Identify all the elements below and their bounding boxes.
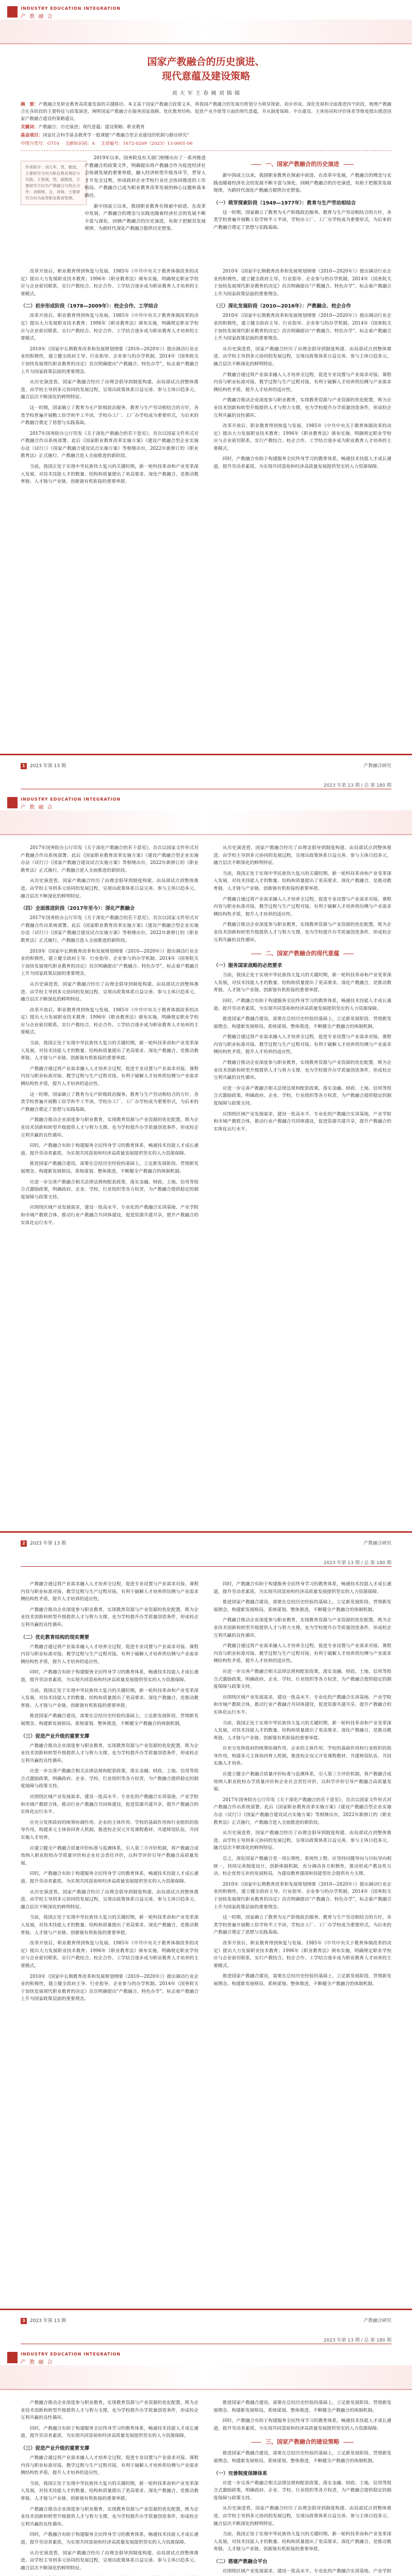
paragraph: 推进国家产教融合建设，需要在总结历史经验的基础上，立足新发展阶段、贯彻新发展理念、构建新发展格局，系统谋划、整体推进，不断健全产教融合的体制机制。 <box>213 1600 391 1613</box>
brand-cn: 产 教 融 合 <box>21 14 54 20</box>
paragraph: 当前，我国正处于实现中华民族伟大复兴的关键时期，新一轮科技革命和产业变革深入发展，对技术技能人才的数量、结构和质量提出了更高要求。深化产教融合，是推动教育链、人才链与产业链、创新链有机衔接的重要举措。 <box>21 1688 199 1708</box>
paragraph: 2017年国务院办公厅印发《关于深化产教融合的若干意见》，首次以国家文件形式对产教融合作出系统部署。此后《国家职业教育改革实施方案》《建设产教融合型企业实施办法（试行）》《国家产教融合建设试点实施方案》等相继出台，2022年新修订的《职业教育法》正式施行，产教融合进入全面推进的新阶段。 <box>213 1797 391 1825</box>
paragraph: 2010年《国家中长期教育改革和发展规划纲要（2010—2020年）》提出调动行业企业的积极性，建立健全政府主导、行业指导、企业参与的办学机制。2014年《国务院关于加快发展现代职业教育的决定》首次明确提出“产教融合、特色办学”，标志着产教融合上升为国家政策层面的重要理念。 <box>213 1882 391 1910</box>
paragraph: 当前，我国正处于实现中华民族伟大复兴的关键时期，新一轮科技革命和产业变革深入发展，对技术技能人才的数量、结构和质量提出了更高要求。深化产教融合，是推动教育链、人才链与产业链、创新链有机衔接的重要举措。 <box>213 1720 391 1741</box>
paragraph: 同时，产教融合有助于构建服务全民终身学习的教育体系，畅通技术技能人才成长通道，提升劳动者素质，为实现共同富裕和经济高质量发展提供坚实的人力资源保障。 <box>21 2532 199 2545</box>
paragraph: 2017年国务院办公厅印发《关于深化产教融合的若干意见》，首次以国家文件形式对产教融合作出系统部署。此后《国家职业教育改革实施方案》《建设产教融合型企业实施办法（试行）》《国家产教融合建设试点实施方案》等相继出台，2022年新修订的《职业教育法》正式施行，产教融合进入全面推进的新阶段。 <box>21 845 199 873</box>
paragraph: 当前，我国正处于实现中华民族伟大复兴的关键时期，新一轮科技革命和产业变革深入发展，对技术技能人才的数量、结构和质量提出了更高要求。深化产教融合，是推动教育链、人才链与产业链、创新链有机衔接的重要举措。 <box>21 2481 199 2501</box>
section-title-1: 一、国家产教融合的历史演进 <box>213 160 391 168</box>
paragraph: 2017年国务院办公厅印发《关于深化产教融合的若干意见》，首次以国家文件形式对产教融合作出系统部署。此后《国家职业教育改革实施方案》《建设产教融合型企业实施办法（试行）》《国家产教融合建设试点实施方案》等相继出台，2022年新修订的《职业教育法》正式施行，产教融合进入全面推进的新阶段。 <box>21 916 199 943</box>
funding-text: 国家社会科学基金教育学一般课题“产教融合型企业建设的机制与路径研究” <box>42 133 189 138</box>
paragraph: 当前，我国正处于实现中华民族伟大复兴的关键时期，新一轮科技革命和产业变革深入发展，对技术技能人才的数量、结构和质量提出了更高要求。深化产教融合，是推动教育链、人才链与产业链、创新链有机衔接的重要举措。 <box>21 1041 199 1061</box>
paragraph: 当前，我国正处于实现中华民族伟大复兴的关键时期，新一轮科技革命和产业变革深入发展，对技术技能人才的数量、结构和质量提出了更高要求。深化产教融合，是推动教育链、人才链与产业链、创新链有机衔接的重要举措。 <box>213 973 391 993</box>
abstract-label: 摘 要： <box>21 102 39 107</box>
paragraph: 产教融合通过将产业需求融入人才培养全过程，促进专业设置与产业需求对接、课程内容与职业标准对接、教学过程与生产过程对接，有利于破解人才培养供给侧与产业需求侧结构性矛盾，提升人才培养的适应性。 <box>213 1035 391 1055</box>
paragraph: 产教融合推动企业深度参与职业教育，实现教育资源与产业资源的优化配置，既为企业技术创新和转型升级提供人才与智力支撑，也为学校提升办学质量创造条件，形成校企互利共赢的良性循环。 <box>213 1618 391 1638</box>
class-no: G710 <box>47 141 59 146</box>
doc-label: 文献标识码： <box>65 141 92 146</box>
paragraph: 同时，产教融合有助于构建服务全民终身学习的教育体系，畅通技术技能人才成长通道，提升劳动者素质，为实现共同富裕和经济高质量发展提供坚实的人力资源保障。 <box>21 1143 199 1156</box>
paragraph: 当前，我国正处于实现中华民族伟大复兴的关键时期，新一轮科技革命和产业变革深入发展，对技术技能人才的数量、结构和质量提出了更高要求。深化产教融合，是推动教育链、人才链与产业链、创新链有机衔接的重要举措。 <box>213 2532 391 2552</box>
masthead <box>0 2346 412 2392</box>
left-column <box>21 2399 199 2576</box>
paragraph: 这一时期，国家确立了教育为无产阶级政治服务、教育与生产劳动相结合的方针，各类学校普遍开展勤工俭学和半工半读，学校办工厂、工厂办学校成为重要形式，为后来的产教融合奠定了思想与实践基础。 <box>21 405 199 426</box>
paragraph: 应建立健全产教融合质量评价标准与监测体系，引入第三方评价机制，将产教融合成效纳入职业院校办学质量评价和企业社会责任评价，以科学评价引导产教融合高质量发展。 <box>21 1845 199 1866</box>
paragraph: 应进一步完善产教融合相关法律法规和配套政策，落实金融、财政、土地、信用等组合式激励政策，明确政府、企业、学校、行业组织等各方权责，为产教融合提供稳定的制度保障与政策支持。 <box>213 1669 391 1690</box>
paragraph: 产教融合通过将产业需求融入人才培养全过程，促进专业设置与产业需求对接、课程内容与职业标准对接、教学过程与生产过程对接，有利于破解人才培养供给侧与产业需求侧结构性矛盾，提升人才培养的适应性。 <box>21 1644 199 1665</box>
paragraph: 当前，我国正处于实现中华民族伟大复兴的关键时期，新一轮科技革命和产业变革深入发展，对技术技能人才的数量、结构和质量提出了更高要求。深化产教融合，是推动教育链、人才链与产业链、创新链有机衔接的重要举措。 <box>21 464 199 485</box>
paragraph: 应进一步完善产教融合相关法律法规和配套政策，落实金融、财政、土地、信用等组合式激励政策，明确政府、企业、学校、行业组织等各方权责，为产教融合提供稳定的制度保障与政策支持。 <box>213 2480 391 2501</box>
article-authors: 刘 大 军 王 春 城 刘 锦 锦 <box>172 91 240 96</box>
footer-journal: 产教融合研究 <box>363 764 391 769</box>
paragraph: 应围绕区域产业发展需求，建设一批高水平、专业化的产教融合实训基地、产业学院 <box>222 2568 391 2574</box>
paragraph: 推进国家产教融合建设，需要在总结历史经验的基础上，立足新发展阶段、贯彻新发展理念、构建新发展格局，系统谋划、整体推进，不断健全产教融合的体制机制。 <box>213 1974 391 1987</box>
left-column <box>21 844 199 1230</box>
masthead <box>0 791 412 837</box>
paragraph: 应进一步完善产教融合相关法律法规和配套政策，落实金融、财政、土地、信用等组合式激励政策，明确政府、企业、学校、行业组织等各方权责，为产教融合提供稳定的制度保障与政策支持。 <box>213 1086 391 1107</box>
running-header: 2023 年第 13 期 / 总 第 180 期 <box>21 777 391 790</box>
paragraph: 同时，产教融合有助于构建服务全民终身学习的教育体系，畅通技术技能人才成长通道，提升劳动者素质，为实现共同富裕和经济高质量发展提供坚实的人力资源保障。 <box>213 998 391 1011</box>
paragraph: 推进国家产教融合建设，需要在总结历史经验的基础上，立足新发展阶段、贯彻新发展理念、构建新发展格局，系统谋划、整体推进，不断健全产教融合的体制机制。 <box>21 1714 199 1726</box>
paragraph: 从历史演进看，国家产教融合经历了由理念倡导到制度构建、由局部试点到整体推进、由学校主导到多元协同的发展过程，呈现出政策体系日益完善、参与主体日趋多元、融合层次不断深化的鲜明特征。 <box>213 2506 391 2527</box>
brand-logo: INDUSTRY EDUCATION INTEGRATION 产 教 融 合 <box>7 797 162 810</box>
paragraph: 应充分发挥政府的统筹协调作用、企业的主体作用、学校的基础作用和行业组织的指导作用，构建多元主体协同育人机制，推进校企双元开发课程教材、共建师资队伍、共同实施人才培养。 <box>21 1820 199 1841</box>
paragraph: 产教融合通过将产业需求融入人才培养全过程，促进专业设置与产业需求对接、课程内容与职业标准对接、教学过程与生产过程对接，有利于破解人才培养供给侧与产业需求侧结构性矛盾，提升人才培养的适应性。 <box>213 372 391 393</box>
paragraph: 这一时期，国家确立了教育为无产阶级政治服务、教育与生产劳动相结合的方针，各类学校普遍开展勤工俭学和半工半读，学校办工厂、工厂办学校成为重要形式，为后来的产教融合奠定了思想与实践基础。 <box>213 1915 391 1936</box>
paragraph: 产教融合推动企业深度参与职业教育，实现教育资源与产业资源的优化配置，既为企业技术创新和转型升级提供人才与智力支撑，也为学校提升办学质量创造条件，形成校企互利共赢的良性循环。 <box>21 2400 199 2421</box>
paragraph: 当前，我国正处于实现中华民族伟大复兴的关键时期，新一轮科技革命和产业变革深入发展，对技术技能人才的数量、结构和质量提出了更高要求。深化产教融合，是推动教育链、人才链与产业链、创新链有机衔接的重要举措。 <box>213 871 391 891</box>
paragraph: 推进国家产教融合建设，需要在总结历史经验的基础上，立足新发展阶段、贯彻新发展理念、构建新发展格局，系统谋划、整体推进，不断健全产教融合的体制机制。 <box>213 2451 391 2464</box>
masthead-band <box>0 2365 412 2390</box>
masthead-band <box>0 810 412 835</box>
abstract-divider <box>21 150 391 151</box>
paragraph: 应充分发挥政府的统筹协调作用、企业的主体作用、学校的基础作用和行业组织的指导作用，构建多元主体协同育人机制，推进校企双元开发课程教材、共建师资队伍、共同实施人才培养。 <box>213 1746 391 1767</box>
paragraph: 产教融合通过将产业需求融入人才培养全过程，促进专业设置与产业需求对接、课程内容与职业标准对接、教学过程与生产过程对接，有利于破解人才培养供给侧与产业需求侧结构性矛盾，提升人才培养的适应性。 <box>21 1066 199 1087</box>
keywords-label: 关键词： <box>21 125 39 130</box>
subhead: （二）搭建产教融合平台 <box>213 2558 268 2565</box>
paragraph: 应围绕区域产业发展需求，建设一批高水平、专业化的产教融合实训基地、产业学院和市域产教联合体，推动行业产教融合共同体建设，促进资源共建共享，提升产教融合的实体化运行水平。 <box>21 1205 199 1226</box>
right-column-1 <box>213 155 391 235</box>
brand-mark-icon <box>7 6 18 18</box>
paragraph: 从历史演进看，国家产教融合经历了由理念倡导到制度构建、由局部试点到整体推进、由学校主导到多元协同的发展过程，呈现出政策体系日益完善、参与主体日趋多元、融合层次不断深化的鲜明特征。 <box>213 1831 391 1851</box>
section-title-3: 三、国家产教融合的建设策略 <box>213 2437 391 2446</box>
left-column <box>21 268 199 489</box>
right-column <box>213 2399 391 2576</box>
author-sidebar: 作者简介：刘大军，男，教授，主要研究方向为职业教育理论与实践；王春城，男，副教授，主要研究方向为产教融合与校企合作；刘锦锦，女，讲师，主要研究方向为高等职业教育管理。 <box>21 161 87 205</box>
page-1 <box>0 0 412 777</box>
paragraph: 产教融合通过将产业需求融入人才培养全过程，促进专业设置与产业需求对接、课程内容与职业标准对接、教学过程与生产过程对接，有利于破解人才培养供给侧与产业需求侧结构性矛盾，提升人才培养的适应性。 <box>213 896 391 917</box>
paragraph: 当前，我国正处于实现中华民族伟大复兴的关键时期，新一轮科技革命和产业变革深入发展，对技术技能人才的数量、结构和质量提出了更高要求。深化产教融合，是推动教育链、人才链与产业链、创新链有机衔接的重要举措。 <box>21 1915 199 1936</box>
brand-mark-icon <box>7 2352 18 2363</box>
keywords-text: 产教融合；历史演进；现代意蕴；建设策略；职业教育 <box>38 125 145 130</box>
brand-mark-icon <box>7 797 18 808</box>
subhead: （一）服务国家战略的必然要求 <box>213 963 283 969</box>
subhead: （四）全面推进阶段（2017年至今）：深化产教融合 <box>21 906 135 912</box>
paragraph: 产教融合推动企业深度参与职业教育，实现教育资源与产业资源的优化配置，既为企业技术创新和转型升级提供人才与智力支撑，也为学校提升办学质量创造条件，形成校企互利共赢的良性循环。 <box>21 2506 199 2527</box>
paragraph: 从历史演进看，国家产教融合经历了由理念倡导到制度构建、由局部试点到整体推进、由学校主导到多元协同的发展过程，呈现出政策体系日益完善、参与主体日趋多元、融合层次不断深化的鲜明特征。 <box>21 981 199 1003</box>
paragraph: 应围绕区域产业发展需求，建设一批高水平、专业化的产教融合实训基地、产业学院和市域产教联合体，推动行业产教融合共同体建设，促进资源共建共享，提升产教融合的实体化运行水平。 <box>213 1694 391 1715</box>
paragraph: 产教融合推动企业深度参与职业教育，实现教育资源与产业资源的优化配置，既为企业技术创新和转型升级提供人才与智力支撑，也为学校提升办学质量创造条件，形成校企互利共赢的良性循环。 <box>213 398 391 418</box>
paragraph: 改革开放后，职业教育得到恢复与发展。1985年《中共中央关于教育体制改革的决定》提出大力发展职业技术教育；1996年《职业教育法》颁布实施，明确规定职业学校应与企业密切联系，实行产教结合。校企合作、工学结合逐步成为职业教育人才培养的主要模式。 <box>21 269 199 297</box>
subhead: （一）萌芽探索阶段（1949—1977年）：教育与生产劳动相结合 <box>213 200 356 206</box>
page-2 <box>0 777 412 1555</box>
page-footer: 1 2023 年第 13 期 产教融合研究 <box>0 754 412 777</box>
paragraph: 产教融合通过将产业需求融入人才培养全过程，促进专业设置与产业需求对接、课程内容与职业标准对接、教学过程与生产过程对接，有利于破解人才培养供给侧与产业需求侧结构性矛盾，提升人才培养的适应性。 <box>21 1582 199 1602</box>
paragraph: 这一时期，国家确立了教育为无产阶级政治服务、教育与生产劳动相结合的方针，各类学校普遍开展勤工俭学和半工半读，学校办工厂、工厂办学校成为重要形式，为后来的产教融合奠定了思想与实践基础。 <box>21 1092 199 1112</box>
subhead: （二）初步形成阶段（1978—2009年）：校企合作、工学结合 <box>21 303 158 310</box>
brand-logo <box>7 6 162 20</box>
funding-label: 基金项目： <box>21 133 43 138</box>
page-number: 2 <box>21 1540 27 1547</box>
paragraph: 2017年国务院办公厅印发《关于深化产教融合的若干意见》，首次以国家文件形式对产教融合作出系统部署。此后《国家职业教育改革实施方案》《建设产教融合型企业实施办法（试行）》《国家产教融合建设试点实施方案》等相继出台，2022年新修订的《职业教育法》正式施行，产教融合进入全面推进的新阶段。 <box>21 431 199 459</box>
paragraph: 同时，产教融合有助于构建服务全民终身学习的教育体系，畅通技术技能人才成长通道，提升劳动者素质，为实现共同富裕和经济高质量发展提供坚实的人力资源保障。 <box>21 1670 199 1683</box>
subhead: （二）优化教育结构的现实需要 <box>21 1634 90 1640</box>
paragraph: 应围绕区域产业发展需求，建设一批高水平、专业化的产教融合实训基地、产业学院和市域产教联合体，推动行业产教融合共同体建设，促进资源共建共享，提升产教融合的实体化运行水平。 <box>21 1794 199 1815</box>
paragraph: 应围绕区域产业发展需求，建设一批高水平、专业化的产教融合实训基地、产业学院和市域产教联合体，推动行业产教融合共同体建设，促进资源共建共享，提升产教融合的实体化运行水平。 <box>213 1111 391 1132</box>
abstract-block <box>21 101 391 148</box>
paragraph: 同时，产教融合有助于构建服务全民终身学习的教育体系，畅通技术技能人才成长通道，提升劳动者素质，为实现共同富裕和经济高质量发展提供坚实的人力资源保障。 <box>213 456 391 470</box>
right-column <box>213 1581 391 1991</box>
class-label: 中图分类号： <box>21 141 47 146</box>
paragraph: 产教融合通过将产业需求融入人才培养全过程，促进专业设置与产业需求对接、课程内容与职业标准对接、教学过程与生产过程对接，有利于破解人才培养供给侧与产业需求侧结构性矛盾，提升人才培养的适应性。 <box>21 2455 199 2476</box>
paragraph: 改革开放后，职业教育得到恢复与发展。1985年《中共中央关于教育体制改革的决定》提出大力发展职业技术教育；1996年《职业教育法》颁布实施，明确规定职业学校应与企业密切联系，实行产教结合。校企合作、工学结合逐步成为职业教育人才培养的主要模式。 <box>21 1941 199 1969</box>
paragraph: 从历史演进看，国家产教融合经历了由理念倡导到制度构建、由局部试点到整体推进、由学校主导到多元协同的发展过程，呈现出政策体系日益完善、参与主体日趋多元、融合层次不断深化的鲜明特征。 <box>213 845 391 866</box>
paragraph: 产教融合通过将产业需求融入人才培养全过程，促进专业设置与产业需求对接、课程内容与职业标准对接、教学过程与生产过程对接，有利于破解人才培养供给侧与产业需求侧结构性矛盾，提升人才培养的适应性。 <box>213 1643 391 1664</box>
page-footer: 2 2023 年第 13 期 产教融合研究 <box>0 1531 412 1555</box>
left-column <box>21 1581 199 2006</box>
paragraph: 应进一步完善产教融合相关法律法规和配套政策，落实金融、财政、土地、信用等组合式激励政策，明确政府、企业、学校、行业组织等各方权责，为产教融合提供稳定的制度保障与政策支持。 <box>21 1179 199 1200</box>
brand-en: INDUSTRY EDUCATION INTEGRATION <box>21 6 121 11</box>
subhead: （一）完善制度保障体系 <box>213 2470 268 2477</box>
running-header: 2023 年第 13 期 / 总 第 180 期 <box>21 2332 391 2345</box>
page-number: 3 <box>21 2318 27 2324</box>
paragraph: 推进国家产教融合建设，需要在总结历史经验的基础上，立足新发展阶段、贯彻新发展理念、构建新发展格局，系统谋划、整体推进，不断健全产教融合的体制机制。 <box>213 1016 391 1029</box>
paragraph: 改革开放后，职业教育得到恢复与发展。1985年《中共中央关于教育体制改革的决定》提出大力发展职业技术教育；1996年《职业教育法》颁布实施，明确规定职业学校应与企业密切联系，实行产教结合。校企合作、工学结合逐步成为职业教育人才培养的主要模式。 <box>213 423 391 451</box>
paragraph: 从历史演进看，国家产教融合经历了由理念倡导到制度构建、由局部试点到整体推进、由学校主导到多元协同的发展过程，呈现出政策体系日益完善、参与主体日趋多元、融合层次不断深化的鲜明特征。 <box>21 878 199 899</box>
article-no-label: 文章编号： <box>101 141 123 146</box>
paragraph: 产教融合推动企业深度参与职业教育，实现教育资源与产业资源的优化配置，既为企业技术创新和转型升级提供人才与智力支撑，也为学校提升办学质量创造条件，形成校企互利共赢的良性循环。 <box>213 922 391 943</box>
page-footer: 3 2023 年第 13 期 产教融合研究 <box>0 2309 412 2332</box>
paragraph: 产教融合推动企业深度参与职业教育，实现教育资源与产业资源的优化配置，既为企业技术创新和转型升级提供人才与智力支撑，也为学校提升办学质量创造条件，形成校企互利共赢的良性循环。 <box>21 1743 199 1764</box>
paragraph: 产教融合推动企业深度参与职业教育，实现教育资源与产业资源的优化配置，既为企业技术创新和转型升级提供人才与智力支撑，也为学校提升办学质量创造条件，形成校企互利共赢的良性循环。 <box>21 1607 199 1628</box>
paragraph: 从历史演进看，国家产教融合经历了由理念倡导到制度构建、由局部试点到整体推进、由学校主导到多元协同的发展过程，呈现出政策体系日益完善、参与主体日趋多元、融合层次不断深化的鲜明特征。 <box>21 2550 199 2571</box>
paragraph: 这一时期，国家确立了教育为无产阶级政治服务、教育与生产劳动相结合的方针，各类学校普遍开展勤工俭学和半工半读，学校办工厂、工厂办学校成为重要形式，为后来的产教融合奠定了思想与实践基础。 <box>213 210 391 230</box>
page-4 <box>0 2332 412 2576</box>
paragraph: 产教融合推动企业深度参与职业教育，实现教育资源与产业资源的优化配置，既为企业技术创新和转型升级提供人才与智力支撑，也为学校提升办学质量创造条件，形成校企互利共赢的良性循环。 <box>21 1117 199 1138</box>
paragraph: 从历史演进看，国家产教融合经历了由理念倡导到制度构建、由局部试点到整体推进、由学校主导到多元协同的发展过程，呈现出政策体系日益完善、参与主体日趋多元、融合层次不断深化的鲜明特征。 <box>213 346 391 367</box>
section-title-2: 二、国家产教融合的现代意蕴 <box>213 949 391 957</box>
subhead: （三）促进产业升级的重要支撑 <box>21 2445 90 2451</box>
paragraph: 改革开放后，职业教育得到恢复与发展。1985年《中共中央关于教育体制改革的决定》提出大力发展职业技术教育；1996年《职业教育法》颁布实施，明确规定职业学校应与企业密切联系，实行产教结合。校企合作、工学结合逐步成为职业教育人才培养的主要模式。 <box>21 313 199 342</box>
subhead: （三）深化发展阶段（2010—2016年）：产教融合、校企合作 <box>213 303 351 310</box>
brand-logo: INDUSTRY EDUCATION INTEGRATION 产 教 融 合 <box>7 2352 162 2365</box>
paragraph: 同时，产教融合有助于构建服务全民终身学习的教育体系，畅通技术技能人才成长通道，提升劳动者素质，为实现共同富裕和经济高质量发展提供坚实的人力资源保障。 <box>21 2426 199 2439</box>
paragraph: 新中国成立以来，我国职业教育在探索中前进、在改革中发展，产教融合的理念与实践也随着经济社会的发展不断丰富与深化。回顾产教融合的历史演进，有助于把握其发展规律，为新时代深化产教融合提供历史借鉴。 <box>213 173 391 194</box>
paragraph: 应进一步完善产教融合相关法律法规和配套政策，落实金融、财政、土地、信用等组合式激励政策，明确政府、企业、学校、行业组织等各方权责，为产教融合提供稳定的制度保障与政策支持。 <box>21 1769 199 1789</box>
paragraph: 改革开放后，职业教育得到恢复与发展。1985年《中共中央关于教育体制改革的决定》提出大力发展职业技术教育；1996年《职业教育法》颁布实施，明确规定职业学校应与企业密切联系，实行产教结合。校企合作、工学结合逐步成为职业教育人才培养的主要模式。 <box>213 1940 391 1969</box>
paragraph: 2010年《国家中长期教育改革和发展规划纲要（2010—2020年）》提出调动行业企业的积极性，建立健全政府主导、行业指导、企业参与的办学机制。2014年《国务院关于加快发展现代职业教育的决定》首次明确提出“产教融合、特色办学”，标志着产教融合上升为国家政策层面的重要理念。 <box>213 269 391 297</box>
paragraph: 同时，产教融合有助于构建服务全民终身学习的教育体系，畅通技术技能人才成长通道，提升劳动者素质，为实现共同富裕和经济高质量发展提供坚实的人力资源保障。 <box>21 1871 199 1884</box>
paragraph: 2010年《国家中长期教育改革和发展规划纲要（2010—2020年）》提出调动行业企业的积极性，建立健全政府主导、行业指导、企业参与的办学机制。2014年《国务院关于加快发展现代职业教育的决定》首次明确提出“产教融合、特色办学”，标志着产教融合上升为国家政策层面的重要理念。 <box>21 948 199 977</box>
paragraph: 从历史演进看，国家产教融合经历了由理念倡导到制度构建、由局部试点到整体推进、由学校主导到多元协同的发展过程，呈现出政策体系日益完善、参与主体日趋多元、融合层次不断深化的鲜明特征。 <box>21 1889 199 1910</box>
masthead <box>0 0 412 46</box>
paragraph: 改革开放后，职业教育得到恢复与发展。1985年《中共中央关于教育体制改革的决定》提出大力发展职业技术教育；1996年《职业教育法》颁布实施，明确规定职业学校应与企业密切联系，实行产教结合。校企合作、工学结合逐步成为职业教育人才培养的主要模式。 <box>21 1007 199 1036</box>
paragraph: 应建立健全产教融合质量评价标准与监测体系，引入第三方评价机制，将产教融合成效纳入职业院校办学质量评价和企业社会责任评价，以科学评价引导产教融合高质量发展。 <box>213 1772 391 1792</box>
masthead-band <box>0 20 412 44</box>
page-3 <box>0 1555 412 2332</box>
paragraph: 产教融合推动企业深度参与职业教育，实现教育资源与产业资源的优化配置，既为企业技术创新和转型升级提供人才与智力支撑，也为学校提升办学质量创造条件，形成校企互利共赢的良性循环。 <box>213 1060 391 1081</box>
right-column <box>213 268 391 474</box>
paragraph: 2010年《国家中长期教育改革和发展规划纲要（2010—2020年）》提出调动行业企业的积极性，建立健全政府主导、行业指导、企业参与的办学机制。2014年《国务院关于加快发展现代职业教育的决定》首次明确提出“产教融合、特色办学”，标志着产教融合上升为国家政策层面的重要理念。 <box>21 346 199 375</box>
paragraph: 推进国家产教融合建设，需要在总结历史经验的基础上，立足新发展阶段、贯彻新发展理念、构建新发展格局，系统谋划、整体推进，不断健全产教融合的体制机制。 <box>21 1161 199 1174</box>
abstract-text: 产教融合是职业教育高质量发展的关键路径。本文基于国家产教融合政策文本，将我国产教融合的发展历程划分为萌芽探索、初步形成、深化发展和全面推进四个阶段，梳理产教融合在各阶段的主要特征与政策演进，阐明国家产教融合在服务国家战略、优化教育结构、促进产业升级等方面的现代意蕴，并从制度保障、平台建设、主体协同和评价体系等维度提出推进国家产教融合建设的策略建议。 <box>21 102 391 122</box>
running-header: 2023 年第 13 期 / 总 第 180 期 <box>21 1555 391 1567</box>
subhead: （三）促进产业升级的重要支撑 <box>21 1733 90 1739</box>
paragraph: 同时，产教融合有助于构建服务全民终身学习的教育体系，畅通技术技能人才成长通道，提升劳动者素质，为实现共同富裕和经济高质量发展提供坚实的人力资源保障。 <box>213 2418 391 2431</box>
paragraph: 从历史演进看，国家产教融合经历了由理念倡导到制度构建、由局部试点到整体推进、由学校主导到多元协同的发展过程，呈现出政策体系日益完善、参与主体日趋多元、融合层次不断深化的鲜明特征。 <box>21 380 199 400</box>
intro-column <box>85 155 206 236</box>
page-number: 1 <box>21 763 27 769</box>
article-no: 1672-0209（2023）13-0001-06 <box>123 141 193 146</box>
intro-paragraph: 2019年以来，国务院及有关部门相继出台了一系列推进产教融合的政策文件，明确提出将产教融合作为促进经济社会协调发展的重要举措，融入经济转型升级各环节，贯穿人才开发全过程，形成政府企业学校行业社会协同推进的工作格局。产教融合已成为职业教育改革发展的核心议题和基本路径。 <box>85 156 206 198</box>
paragraph: 新中国成立以来，我国职业教育在探索中前进、在改革中发展，产教融合的理念与实践也随着经济社会的发展不断丰富与深化。回顾产教融合的历史演进，有助于把握其发展规律，为新时代深化产教融合提供历史借鉴。 <box>85 204 206 232</box>
doc-code: A <box>91 141 95 146</box>
right-column <box>213 844 391 1136</box>
paragraph: 推进国家产教融合建设，需要在总结历史经验的基础上，立足新发展阶段、贯彻新发展理念、构建新发展格局，系统谋划、整体推进，不断健全产教融合的体制机制。 <box>213 2400 391 2413</box>
paragraph: 总之，深化国家产教融合是一项长期性、系统性工程。应坚持问题导向与目标导向相统一，持续完善制度设计，创新体制机制，充分调动各方积极性，推动形成产教良性互动、校企优势互补的发展格局，为建设教育强国和技能型社会提供有力支撑。 <box>213 1856 391 1877</box>
paragraph: 2010年《国家中长期教育改革和发展规划纲要（2010—2020年）》提出调动行业企业的积极性，建立健全政府主导、行业指导、企业参与的办学机制。2014年《国务院关于加快发展现代职业教育的决定》首次明确提出“产教融合、特色办学”，标志着产教融合上升为国家政策层面的重要理念。 <box>213 313 391 342</box>
article-title: 国家产教融合的历史演进、 现代意蕴及建设策略 <box>147 56 265 82</box>
paragraph: 2010年《国家中长期教育改革和发展规划纲要（2010—2020年）》提出调动行业企业的积极性，建立健全政府主导、行业指导、企业参与的办学机制。2014年《国务院关于加快发展现代职业教育的决定》首次明确提出“产教融合、特色办学”，标志着产教融合上升为国家政策层面的重要理念。 <box>21 1974 199 2002</box>
paragraph: 同时，产教融合有助于构建服务全民终身学习的教育体系，畅通技术技能人才成长通道，提升劳动者素质，为实现共同富裕和经济高质量发展提供坚实的人力资源保障。 <box>213 1582 391 1595</box>
